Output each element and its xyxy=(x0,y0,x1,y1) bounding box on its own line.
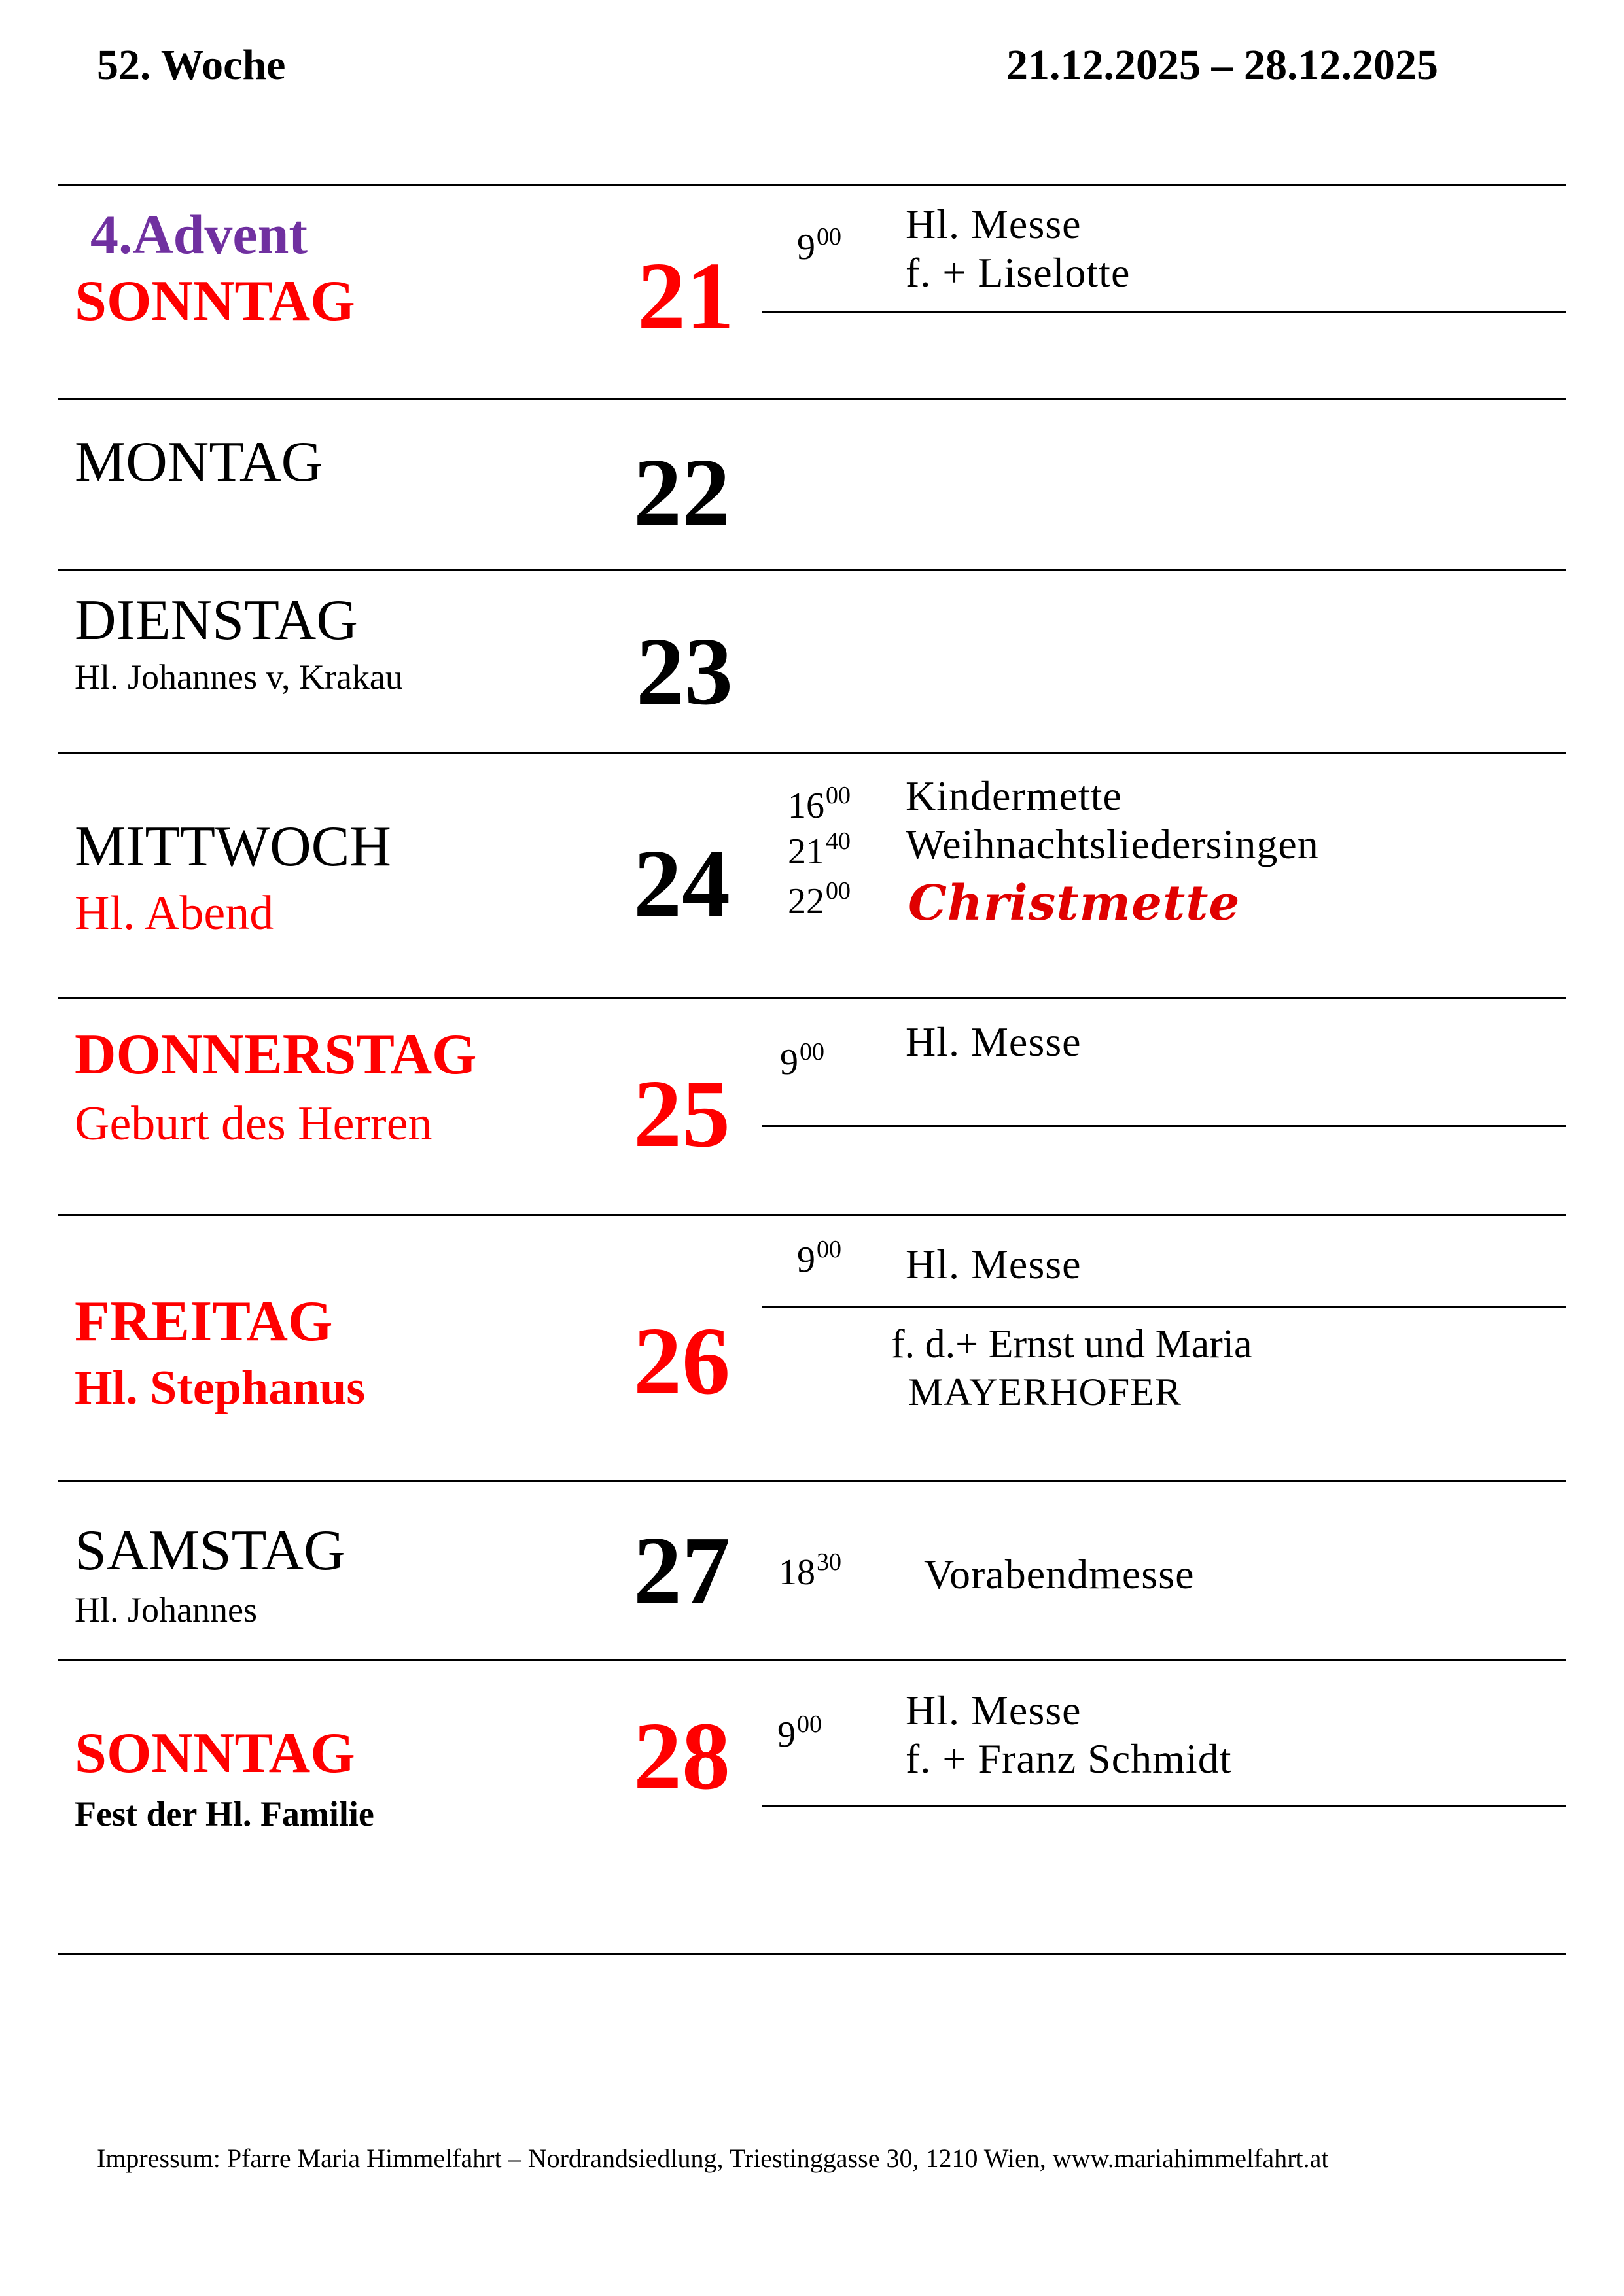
day-subtitle-27: Hl. Johannes xyxy=(75,1590,257,1629)
row-underline-21 xyxy=(762,311,1566,313)
event-text-24-c: Christmette xyxy=(908,875,1241,931)
hour: 9 xyxy=(777,1714,796,1755)
day-name-21: SONNTAG xyxy=(75,270,355,333)
event-text-27: Vorabendmesse xyxy=(924,1551,1195,1597)
day-number-24: 24 xyxy=(633,830,730,937)
hour: 21 xyxy=(788,831,824,872)
advent-label: 4.Advent xyxy=(90,203,308,266)
day-name-22: MONTAG xyxy=(75,430,323,494)
minute: 00 xyxy=(800,1038,824,1066)
divider-2 xyxy=(58,569,1566,571)
divider-6 xyxy=(58,1480,1566,1482)
day-number-23: 23 xyxy=(636,618,733,725)
day-number-25: 25 xyxy=(633,1060,730,1168)
day-name-28: SONNTAG xyxy=(75,1722,355,1785)
day-name-25: DONNERSTAG xyxy=(75,1023,477,1087)
date-range: 21.12.2025 – 28.12.2025 xyxy=(1006,41,1438,89)
divider-5 xyxy=(58,1214,1566,1216)
event-time-24-c xyxy=(788,877,851,922)
day-subtitle-28: Fest der Hl. Familie xyxy=(75,1794,374,1834)
minute: 00 xyxy=(826,782,851,809)
event-time-26 xyxy=(797,1236,841,1281)
divider-1 xyxy=(58,398,1566,400)
hour: 16 xyxy=(788,786,824,826)
event-text-24-b: Weihnachtsliedersingen xyxy=(906,821,1319,867)
hour: 9 xyxy=(780,1042,798,1083)
day-subtitle-25: Geburt des Herren xyxy=(75,1097,432,1151)
event-time-27 xyxy=(779,1548,841,1593)
day-name-23: DIENSTAG xyxy=(75,589,358,652)
event-text-21-b: f. + Liselotte xyxy=(906,249,1131,296)
impressum: Impressum: Pfarre Maria Himmelfahrt – Nordrandsiedlung, Triestinggasse 30, 1210 Wien, www.mariahimmelfahrt.at xyxy=(97,2144,1329,2173)
divider-4 xyxy=(58,997,1566,999)
day-number-21: 21 xyxy=(637,243,734,350)
minute: 30 xyxy=(817,1548,841,1576)
minute: 00 xyxy=(817,223,841,251)
event-time-21 xyxy=(797,223,841,268)
day-number-27: 27 xyxy=(633,1517,730,1624)
minute: 40 xyxy=(826,827,851,855)
minute: 00 xyxy=(817,1236,841,1263)
divider-bottom xyxy=(58,1953,1566,1955)
hour: 18 xyxy=(779,1552,815,1593)
day-number-22: 22 xyxy=(633,439,730,546)
event-time-24-b xyxy=(788,827,851,873)
event-text-24-a: Kindermette xyxy=(906,773,1122,819)
day-subtitle-26: Hl. Stephanus xyxy=(75,1361,366,1415)
row-underline-28 xyxy=(762,1805,1566,1807)
row-underline-25 xyxy=(762,1125,1566,1127)
note-26-a: f. d.+ Ernst und Maria xyxy=(891,1322,1252,1366)
day-subtitle-23: Hl. Johannes v, Krakau xyxy=(75,657,403,697)
note-26-b: MAYERHOFER xyxy=(908,1370,1182,1414)
day-name-27: SAMSTAG xyxy=(75,1519,345,1582)
event-text-25: Hl. Messe xyxy=(906,1018,1082,1065)
hour: 9 xyxy=(797,227,815,268)
event-time-28 xyxy=(777,1711,822,1756)
hour: 9 xyxy=(797,1240,815,1280)
divider-top xyxy=(58,184,1566,186)
day-number-28: 28 xyxy=(633,1703,730,1810)
event-text-28-a: Hl. Messe xyxy=(906,1687,1082,1733)
minute: 00 xyxy=(826,877,851,905)
day-name-26: FREITAG xyxy=(75,1290,333,1353)
day-name-24: MITTWOCH xyxy=(75,815,391,878)
minute: 00 xyxy=(797,1711,822,1738)
divider-3 xyxy=(58,752,1566,754)
event-time-24-a xyxy=(788,782,851,827)
event-text-28-b: f. + Franz Schmidt xyxy=(906,1735,1232,1782)
divider-7 xyxy=(58,1659,1566,1661)
hour: 22 xyxy=(788,881,824,922)
week-label: 52. Woche xyxy=(97,41,286,89)
row-underline-26 xyxy=(762,1306,1566,1308)
day-subtitle-24: Hl. Abend xyxy=(75,886,274,940)
event-time-25 xyxy=(780,1038,824,1083)
day-number-26: 26 xyxy=(633,1308,730,1415)
event-text-26: Hl. Messe xyxy=(906,1241,1082,1287)
event-text-21-a: Hl. Messe xyxy=(906,201,1082,247)
